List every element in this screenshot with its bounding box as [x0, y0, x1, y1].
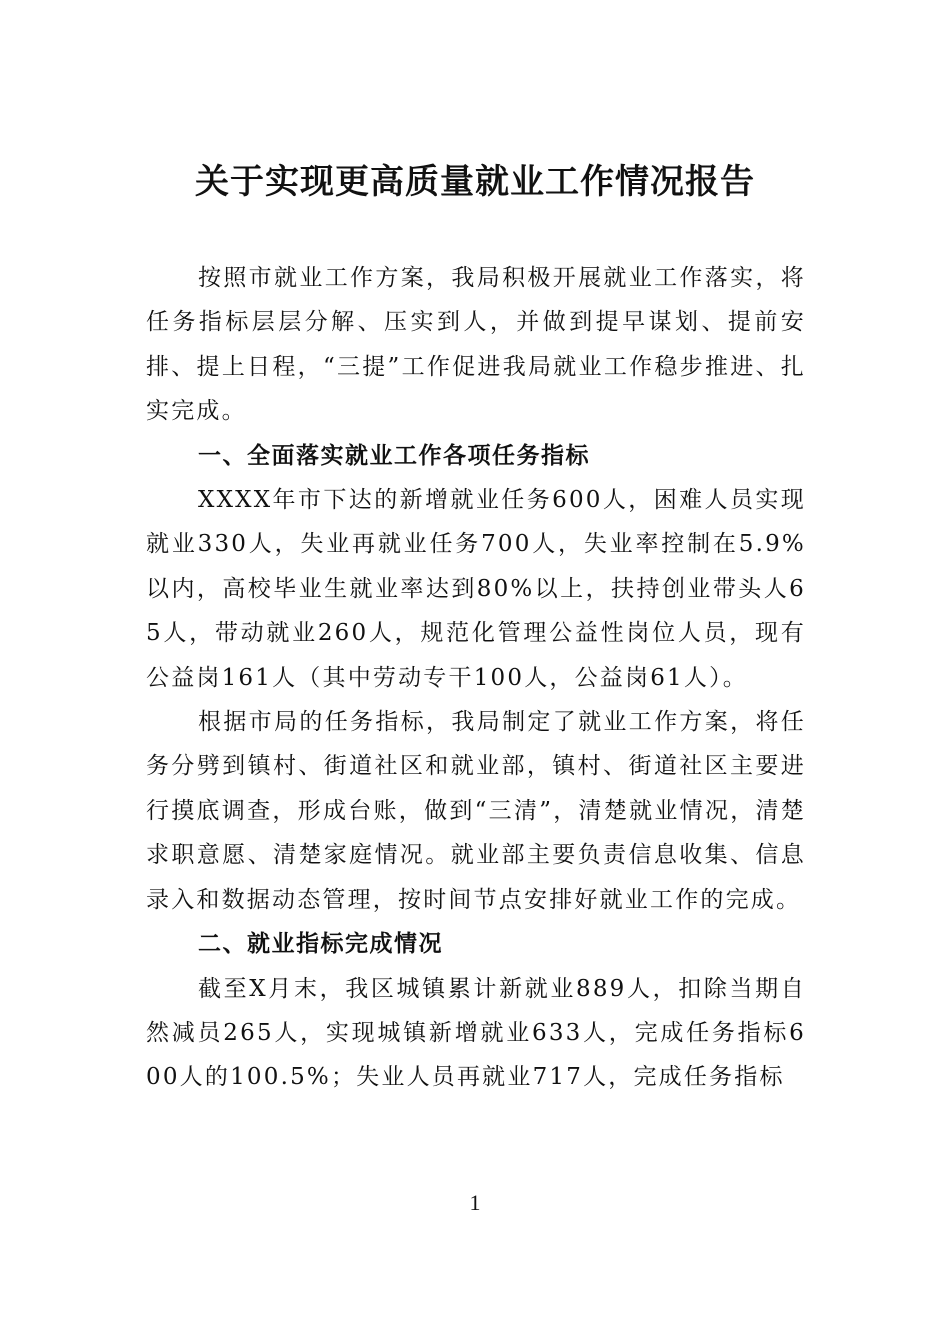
section-1-heading: 一、全面落实就业工作各项任务指标 [198, 442, 590, 469]
section-2-heading: 二、就业指标完成情况 [198, 931, 443, 958]
intro-paragraph: 按照市就业工作方案，我局积极开展就业工作落实，将任务指标层层分解、压实到人，并做到提早谋划、提前安排、提上日程，“三提”工作促进我局就业工作稳步推进、扎实完成。 [146, 265, 806, 425]
document-title: 关于实现更高质量就业工作情况报告 [195, 162, 755, 202]
page-number: 1 [469, 1190, 481, 1215]
section-2-paragraph-1: 截至X月末，我区城镇累计新就业889人，扣除当期自然减员265人，实现城镇新增就业633人，完成任务指标600人的100.5%；失业人员再就业717人，完成任务指标 [146, 975, 806, 1091]
document-body [146, 256, 806, 1100]
section-1-paragraph-1: XXXX年市下达的新增就业任务600人，困难人员实现就业330人，失业再就业任务700人，失业率控制在5.9%以内，高校毕业生就业率达到80%以上，扶持创业带头人65人，带动就业260人，规范化管理公益性岗位人员，现有公益岗161人（其中劳动专干100人，公益岗61人）。 [146, 487, 806, 691]
section-1-paragraph-2: 根据市局的任务指标，我局制定了就业工作方案，将任务分劈到镇村、街道社区和就业部，镇村、街道社区主要进行摸底调查，形成台账，做到“三清”，清楚就业情况，清楚求职意愿、清楚家庭情况。就业部主要负责信息收集、信息录入和数据动态管理，按时间节点安排好就业工作的完成。 [146, 709, 806, 913]
